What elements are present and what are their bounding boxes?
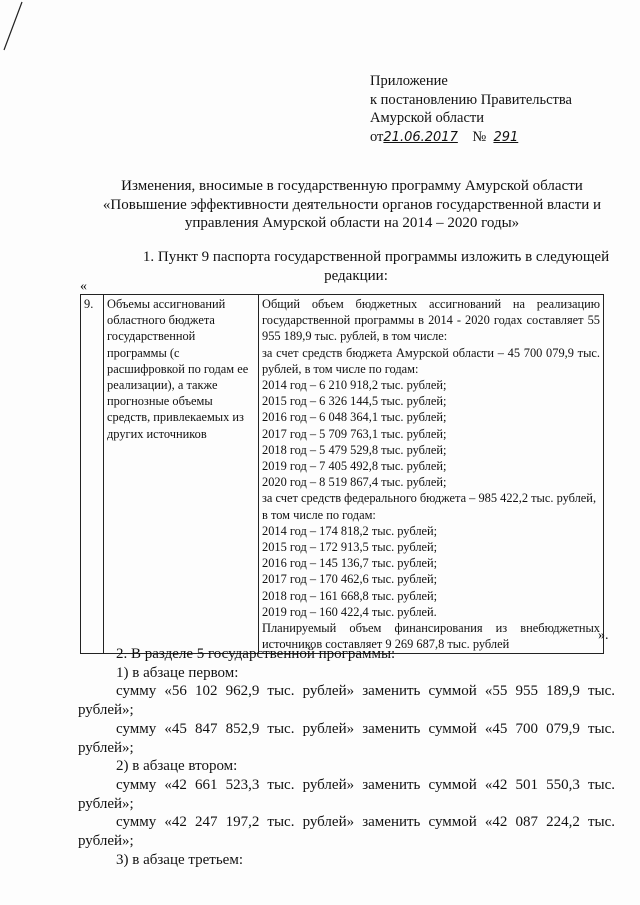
- handwritten-number: 291: [493, 129, 519, 145]
- year-line: 2014 год – 174 818,2 тыс. рублей;: [262, 523, 438, 538]
- year-line: 2019 год – 160 422,4 тыс. рублей.: [262, 604, 437, 619]
- year-line: 2014 год – 6 210 918,2 тыс. рублей;: [262, 378, 447, 393]
- year-line: 2018 год – 5 479 529,8 тыс. рублей;: [262, 442, 447, 457]
- handwritten-date: 21.06.2017: [383, 129, 458, 145]
- subparagraph-1: 1) в абзаце первом:: [116, 664, 239, 681]
- year-line: 2017 год – 5 709 763,1 тыс. рублей;: [262, 426, 447, 441]
- appendix-line-1: Приложение: [370, 73, 448, 89]
- row-number: 9.: [81, 295, 104, 654]
- number-prefix: №: [472, 128, 487, 145]
- subparagraph-2: 2) в абзаце втором:: [116, 758, 238, 775]
- year-line: 2020 год – 8 519 867,4 тыс. рублей;: [262, 475, 447, 490]
- paragraph-2: 2. В разделе 5 государственной программы:: [116, 646, 396, 662]
- year-line: 2016 год – 145 136,7 тыс. рублей;: [262, 556, 438, 571]
- body-text: [78, 645, 615, 869]
- table-row: [81, 295, 604, 654]
- appendix-line-3: Амурской области: [370, 110, 484, 126]
- replacement-line-end: рублей»;: [78, 795, 134, 812]
- row-label: Объемы ассигнований областного бюджета государственной программы (с расшифровкой по годам ее реализации), а также прогнозные объемы средств, привлекаемых из других источников: [104, 295, 259, 654]
- document-title: Изменения, вносимые в государственную программу Амурской области «Повышение эффективности деятельности органов государственной власти и управления Амурской области на 2014 – 2020 годы»: [102, 178, 602, 231]
- subparagraph-3: 3) в абзаце третьем:: [116, 851, 243, 868]
- appendix-header: [370, 72, 572, 147]
- appendix-date-line: [370, 128, 572, 148]
- replacement-line-end: рублей»;: [78, 739, 134, 756]
- passport-table: [80, 294, 604, 654]
- closing-quote: ».: [598, 628, 609, 643]
- year-line: 2018 год – 161 668,8 тыс. рублей;: [262, 588, 438, 603]
- replacement-line: сумму «42 247 197,2 тыс. рублей» заменить суммой «42 087 224,2 тыс.: [116, 814, 615, 831]
- year-line: 2015 год – 6 326 144,5 тыс. рублей;: [262, 394, 447, 409]
- paragraph-1: 1. Пункт 9 паспорта государственной программы изложить в следующей редакции:: [142, 249, 610, 284]
- date-prefix: от: [370, 128, 384, 145]
- year-line: 2019 год – 7 405 492,8 тыс. рублей;: [262, 459, 447, 474]
- year-line: 2015 год – 172 913,5 тыс. рублей;: [262, 540, 438, 555]
- total-line: Общий объем бюджетных ассигнований на реализацию государственной программы в 2014 - 2020 годах составляет 55 955 189,9 тыс. рублей, в том числе:: [262, 297, 600, 344]
- extrabudgetary-line: Планируемый объем финансирования из внебюджетных источников составляет 9 269 687,8 тыс. рублей: [262, 621, 600, 652]
- federal-budget-line: за счет средств федерального бюджета – 985 422,2 тыс. рублей, в том числе по годам:: [262, 491, 597, 522]
- opening-quote: «: [80, 279, 87, 294]
- pen-stroke-mark: [0, 0, 30, 55]
- replacement-line: сумму «45 847 852,9 тыс. рублей» заменить суммой «45 700 079,9 тыс.: [116, 720, 615, 737]
- appendix-line-2: к постановлению Правительства: [370, 91, 572, 108]
- year-line: 2016 год – 6 048 364,1 тыс. рублей;: [262, 410, 447, 425]
- replacement-line-end: рублей»;: [78, 702, 134, 719]
- row-content: [259, 295, 604, 654]
- replacement-line-end: рублей»;: [78, 833, 134, 850]
- replacement-line: сумму «42 661 523,3 тыс. рублей» заменить суммой «42 501 550,3 тыс.: [116, 776, 615, 793]
- regional-budget-line: за счет средств бюджета Амурской области – 45 700 079,9 тыс. рублей, в том числе по годам:: [262, 345, 600, 376]
- replacement-line: сумму «56 102 962,9 тыс. рублей» заменить суммой «55 955 189,9 тыс.: [116, 683, 615, 700]
- year-line: 2017 год – 170 462,6 тыс. рублей;: [262, 572, 438, 587]
